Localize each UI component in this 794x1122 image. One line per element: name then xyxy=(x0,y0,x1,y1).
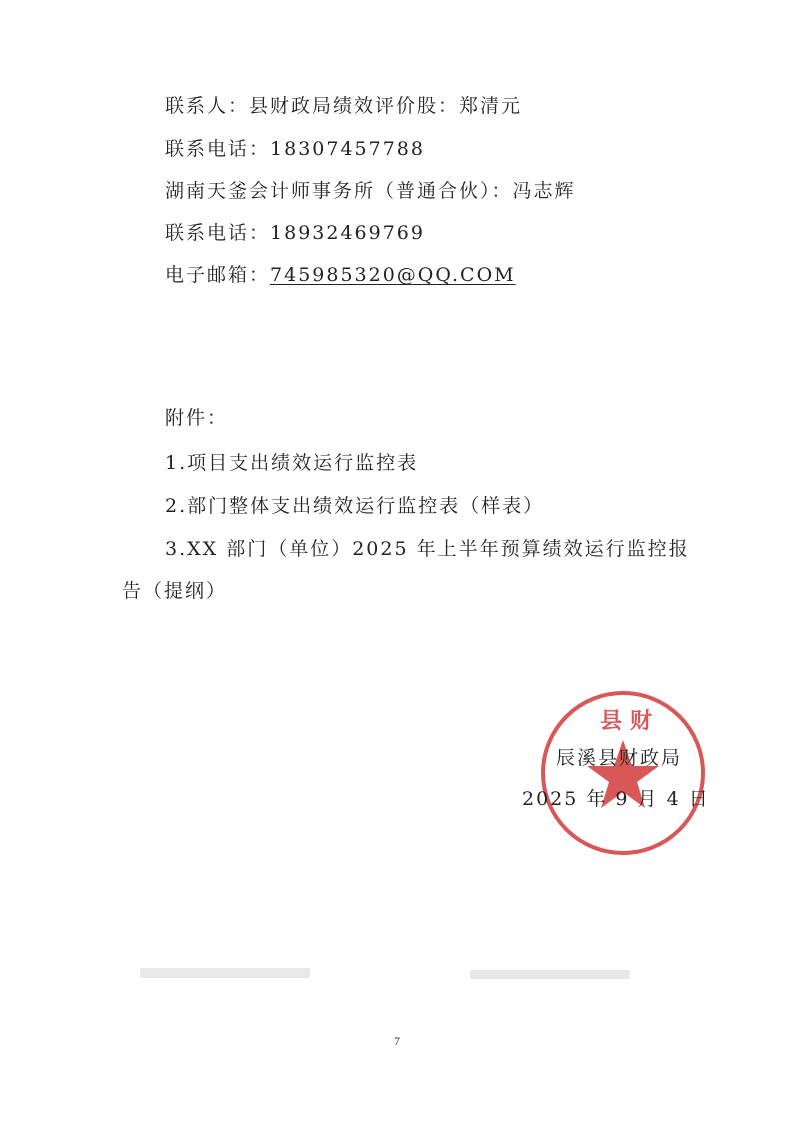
attachment-item-1: 1.项目支出绩效运行监控表 xyxy=(165,452,419,474)
scan-smudge xyxy=(470,970,630,979)
email-line xyxy=(165,262,516,288)
seal-text-2: 财 xyxy=(630,708,653,734)
scan-smudge xyxy=(140,968,310,978)
phone-line-2 xyxy=(165,220,425,246)
phone-line-1 xyxy=(165,136,425,162)
seal-text-1: 县 xyxy=(600,708,623,734)
phone-label: 联系电话： xyxy=(165,222,271,244)
email-label: 电子邮箱： xyxy=(165,264,271,286)
email-address[interactable]: 745985320@QQ.COM xyxy=(270,264,516,286)
attachment-item-3-continued: 告（提纲） xyxy=(122,580,228,602)
phone-label: 联系电话： xyxy=(165,138,271,160)
attachment-item-2: 2.部门整体支出绩效运行监控表（样表） xyxy=(165,495,545,517)
firm-contact: 湖南天釜会计师事务所（普通合伙）：冯志辉 xyxy=(165,180,576,202)
phone-number: 18932469769 xyxy=(270,222,425,244)
issuer-name: 辰溪县财政局 xyxy=(556,747,683,769)
official-seal xyxy=(538,688,708,858)
attachments-heading: 附件： xyxy=(165,407,229,429)
page-number: 7 xyxy=(394,1034,400,1048)
phone-number: 18307457788 xyxy=(270,138,425,160)
attachment-item-3: 3.XX 部门（单位）2025 年上半年预算绩效运行监控报 xyxy=(165,538,690,560)
issue-date: 2025 年 9 月 4 日 xyxy=(522,788,710,810)
contact-person: 联系人：县财政局绩效评价股：郑清元 xyxy=(165,95,523,117)
